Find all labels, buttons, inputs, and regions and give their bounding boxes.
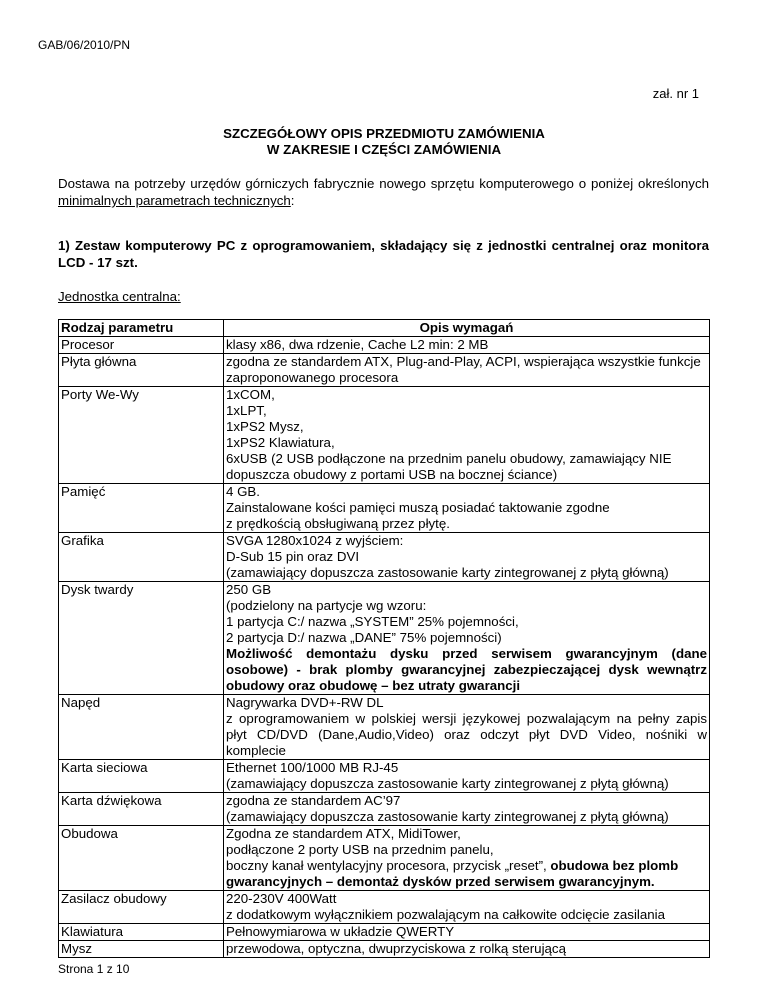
table-row	[59, 924, 710, 941]
table-row	[59, 337, 710, 354]
intro-paragraph	[58, 175, 709, 209]
param-desc	[224, 484, 710, 533]
param-name: Płyta główna	[59, 354, 224, 387]
desc-mixed-line	[226, 858, 707, 890]
param-name: Karta sieciowa	[59, 760, 224, 793]
desc-bold-line: Możliwość demontażu dysku przed serwisem gwarancyjnym (dane osobowe) - brak plomby gwarancyjnej zabezpieczającej dysk wewnątrz obudowy oraz obudowę – bez utraty gwarancji	[226, 646, 707, 693]
param-name: Grafika	[59, 533, 224, 582]
table-row	[59, 695, 710, 760]
param-desc: klasy x86, dwa rdzenie, Cache L2 min: 2 MB	[224, 337, 710, 354]
param-name: Napęd	[59, 695, 224, 760]
param-name: Dysk twardy	[59, 582, 224, 695]
desc-line: z oprogramowaniem w polskiej wersji językowej pozwalającym na pełny zapis płyt CD/DVD (Dane,Audio,Video) oraz odczyt płyt DVD Video, nośniki w komplecie	[226, 711, 707, 758]
table-row	[59, 891, 710, 924]
table-row	[59, 582, 710, 695]
param-desc: zgodna ze standardem ATX, Plug-and-Play, ACPI, wspierająca wszystkie funkcje zaproponowanego procesora	[224, 354, 710, 387]
param-name: Procesor	[59, 337, 224, 354]
table-row	[59, 387, 710, 484]
desc-line: 1 partycja C:/ nazwa „SYSTEM” 25% pojemności,	[226, 614, 519, 629]
param-name: Porty We-Wy	[59, 387, 224, 484]
document-title-line-2: W ZAKRESIE I CZĘŚCI ZAMÓWIENIA	[266, 142, 502, 157]
page-number: Strona 1 z 10	[58, 962, 130, 976]
desc-line: 220-230V 400Watt	[226, 891, 337, 906]
document-title-line-1: SZCZEGÓŁOWY OPIS PRZEDMIOTU ZAMÓWIENIA	[223, 126, 545, 141]
desc-line: Ethernet 100/1000 MB RJ-45	[226, 760, 399, 775]
desc-line: SVGA 1280x1024 z wyjściem:	[226, 533, 404, 548]
desc-line: zgodna ze standardem AC’97	[226, 793, 401, 808]
intro-underlined-text: minimalnych parametrach technicznych	[58, 193, 291, 208]
param-desc: Pełnowymiarowa w układzie QWERTY	[224, 924, 710, 941]
table-row	[59, 941, 710, 958]
desc-line: 1xCOM,	[226, 387, 275, 402]
desc-line: (zamawiający dopuszcza zastosowanie karty zintegrowanej z płytą główną)	[226, 809, 669, 824]
table-row	[59, 354, 710, 387]
section-heading: 1) Zestaw komputerowy PC z oprogramowaniem, składający się z jednostki centralnej oraz monitora LCD - 17 szt.	[58, 238, 709, 270]
desc-line: z prędkością obsługiwaną przez płytę.	[226, 516, 450, 531]
table-row	[59, 533, 710, 582]
column-header-parameter: Rodzaj parametru	[59, 320, 224, 337]
desc-line: (podzielony na partycje wg wzoru:	[226, 598, 427, 613]
annex-number: zał. nr 1	[652, 86, 699, 101]
table-row	[59, 826, 710, 891]
desc-line: (zamawiający dopuszcza zastosowanie karty zintegrowanej z płytą główną)	[226, 776, 669, 791]
desc-line: 250 GB	[226, 582, 272, 597]
desc-line: 6xUSB (2 USB podłączone na przednim panelu obudowy, zamawiający NIE dopuszcza obudowy z portami USB na bocznej ściance)	[226, 451, 672, 482]
table-row	[59, 760, 710, 793]
table-row	[59, 484, 710, 533]
param-name: Obudowa	[59, 826, 224, 891]
desc-line: 1xPS2 Klawiatura,	[226, 435, 335, 450]
desc-line: 2 partycja D:/ nazwa „DANE” 75% pojemności)	[226, 630, 502, 645]
desc-bold-text: obudowa bez plomb gwarancyjnych – demontaż dysków przed serwisem gwarancyjnym.	[226, 858, 679, 889]
param-desc	[224, 533, 710, 582]
section-subheading: Jednostka centralna:	[58, 289, 181, 304]
intro-text: Dostawa na potrzeby urzędów górniczych fabrycznie nowego sprzętu komputerowego o poniżej określonych	[58, 176, 709, 191]
desc-line: (zamawiający dopuszcza zastosowanie karty zintegrowanej z płytą główną)	[226, 565, 669, 580]
param-desc	[224, 826, 710, 891]
param-name: Klawiatura	[59, 924, 224, 941]
table-header-row	[59, 320, 710, 337]
document-reference: GAB/06/2010/PN	[38, 38, 131, 52]
desc-line: 1xPS2 Mysz,	[226, 419, 304, 434]
column-header-requirements: Opis wymagań	[224, 320, 710, 337]
desc-line: z dodatkowym wyłącznikiem pozwalającym na całkowite odcięcie zasilania	[226, 907, 665, 922]
param-desc	[224, 582, 710, 695]
desc-line: Nagrywarka DVD+-RW DL	[226, 695, 384, 710]
param-name: Mysz	[59, 941, 224, 958]
param-name: Pamięć	[59, 484, 224, 533]
param-desc	[224, 891, 710, 924]
param-desc	[224, 387, 710, 484]
param-desc: przewodowa, optyczna, dwuprzyciskowa z rolką sterującą	[224, 941, 710, 958]
param-desc	[224, 760, 710, 793]
param-desc	[224, 793, 710, 826]
desc-line: 4 GB.	[226, 484, 260, 499]
table-row	[59, 793, 710, 826]
param-desc	[224, 695, 710, 760]
desc-line: podłączone 2 porty USB na przednim panelu,	[226, 842, 494, 857]
specification-table	[58, 319, 710, 958]
desc-line: 1xLPT,	[226, 403, 267, 418]
desc-line: D-Sub 15 pin oraz DVI	[226, 549, 360, 564]
desc-line: Zainstalowane kości pamięci muszą posiadać taktowanie zgodne	[226, 500, 610, 515]
param-name: Zasilacz obudowy	[59, 891, 224, 924]
param-name: Karta dźwiękowa	[59, 793, 224, 826]
desc-normal-text: boczny kanał wentylacyjny procesora, przycisk „reset”,	[226, 858, 551, 873]
intro-text-end: :	[290, 193, 295, 208]
desc-line: Zgodna ze standardem ATX, MidiTower,	[226, 826, 461, 841]
